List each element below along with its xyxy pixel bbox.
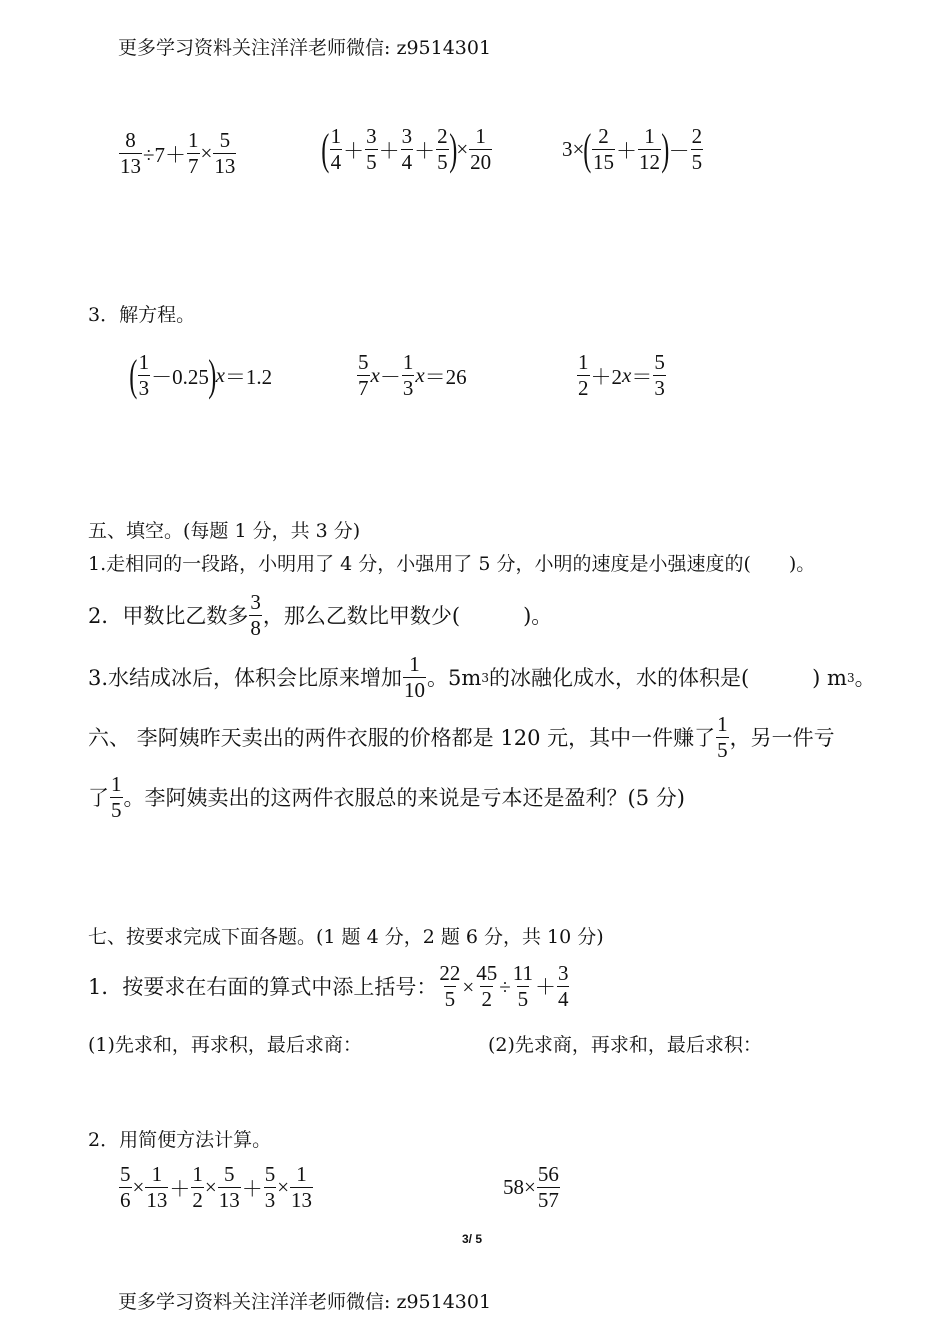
section7-sub-2: (2)先求商，再求和，最后求积： <box>488 1034 762 1056</box>
fraction: $\frac{3}{4}$ <box>557 961 569 1011</box>
equation-2: $\frac{5}{7}$ x － $\frac{1}{3}$ x ＝26 <box>358 350 467 400</box>
fraction: $\frac{1}{2}$ <box>192 1162 203 1212</box>
fraction: $\frac{2}{15}$ <box>593 124 614 174</box>
bracket-expression: $\frac{22}{5}$ × $\frac{45}{2}$ ÷ $\frac{11}{5}$ ＋ $\frac{3}{4}$ <box>439 961 569 1011</box>
fraction: $\frac{5}{7}$ <box>358 350 369 400</box>
fraction: $\frac{3}{4}$ <box>401 124 413 174</box>
fraction: $\frac{1}{5}$ <box>111 772 122 822</box>
fraction: $\frac{11}{5}$ <box>512 961 533 1011</box>
fraction: $\frac{1}{13}$ <box>291 1162 313 1212</box>
fraction: $\frac{8}{13}$ <box>120 128 141 178</box>
section7-question-1: 1．按要求在右面的算式中添上括号： $\frac{22}{5}$ × $\frac{45}{2}$ ÷ $\frac{11}{5}$ ＋ $\frac{3}{4}$ <box>88 961 569 1011</box>
section7-sub-1: (1)先求和，再求积，最后求商： <box>88 1034 362 1056</box>
simplify-expression-2: 58× $\frac{56}{57}$ <box>503 1162 559 1212</box>
fraction: $\frac{56}{57}$ <box>537 1162 559 1212</box>
fraction: $\frac{1}{3}$ <box>138 350 150 400</box>
fraction: $\frac{1}{4}$ <box>330 124 342 174</box>
simplify-expression-1: $\frac{5}{6}$ × $\frac{1}{13}$ ＋ $\frac{1}{2}$ × $\frac{5}{13}$ ＋ $\frac{5}{3}$ × $\frac{1}{13}$ <box>120 1162 313 1212</box>
fraction: $\frac{1}{13}$ <box>146 1162 168 1212</box>
section6-line-2: 了 $\frac{1}{5}$ 。李阿姨卖出的这两件衣服总的来说是亏本还是盈利？(5 分) <box>88 772 685 822</box>
fraction: $\frac{5}{13}$ <box>214 128 236 178</box>
equations-title: 3．解方程。 <box>88 304 196 326</box>
fraction: $\frac{3}{5}$ <box>366 124 377 174</box>
calc-expression-2: ( $\frac{1}{4}$ ＋ $\frac{3}{5}$ ＋ $\frac{3}{4}$ ＋ $\frac{2}{5}$ ) × $\frac{1}{20}$ <box>321 124 492 174</box>
fraction: $\frac{5}{6}$ <box>120 1162 131 1212</box>
fraction: $\frac{1}{3}$ <box>402 350 414 400</box>
fraction: $\frac{45}{2}$ <box>476 961 498 1011</box>
section7-title: 七、按要求完成下面各题。(1 题 4 分，2 题 6 分，共 10 分) <box>88 926 604 948</box>
calc-expression-3: 3× ( $\frac{2}{15}$ ＋ $\frac{1}{12}$ ) － $\frac{2}{5}$ <box>562 124 703 174</box>
fraction: $\frac{2}{5}$ <box>437 124 448 174</box>
fraction: $\frac{5}{13}$ <box>218 1162 240 1212</box>
section6-line-1: 六、 李阿姨昨天卖出的两件衣服的价格都是 120 元，其中一件赚了 $\frac{1}{5}$ ，另一件亏 <box>88 712 835 762</box>
fraction: $\frac{1}{2}$ <box>578 350 589 400</box>
fraction: $\frac{1}{5}$ <box>717 712 728 762</box>
fraction: $\frac{22}{5}$ <box>439 961 461 1011</box>
fraction: $\frac{1}{12}$ <box>639 124 660 174</box>
header-text: 更多学习资料关注洋洋老师微信: z9514301 <box>118 37 492 59</box>
section5-question-2: 2．甲数比乙数多 $\frac{3}{8}$ ，那么乙数比甲数少( )。 <box>88 590 553 640</box>
fraction: $\frac{1}{20}$ <box>470 124 492 174</box>
fraction: $\frac{5}{3}$ <box>264 1162 276 1212</box>
fraction: $\frac{5}{3}$ <box>654 350 665 400</box>
fraction: $\frac{2}{5}$ <box>691 124 703 174</box>
section5-question-3: 3.水结成冰后，体积会比原来增加 $\frac{1}{10}$ 。5m 3 的冰融化成水，水的体积是( ) m 3 。 <box>88 652 876 702</box>
equation-1: ( $\frac{1}{3}$ －0.25 ) x ＝1.2 <box>129 350 273 400</box>
equation-3: $\frac{1}{2}$ ＋2 x ＝ $\frac{5}{3}$ <box>578 350 665 400</box>
fraction: $\frac{1}{10}$ <box>404 652 426 702</box>
footer-text: 更多学习资料关注洋洋老师微信: z9514301 <box>118 1291 492 1313</box>
fraction: $\frac{3}{8}$ <box>250 590 261 640</box>
calc-expression-1: $\frac{8}{13}$ ÷7＋ $\frac{1}{7}$ × $\frac{5}{13}$ <box>120 128 236 178</box>
section7-question-2-title: 2．用简便方法计算。 <box>88 1129 272 1151</box>
page-number: 3/ 5 <box>462 1232 483 1246</box>
fraction: $\frac{1}{7}$ <box>188 128 199 178</box>
section5-title: 五、填空。(每题 1 分，共 3 分) <box>88 520 361 542</box>
section5-question-1: 1.走相同的一段路，小明用了 4 分，小强用了 5 分，小明的速度是小强速度的( )。 <box>88 553 816 575</box>
